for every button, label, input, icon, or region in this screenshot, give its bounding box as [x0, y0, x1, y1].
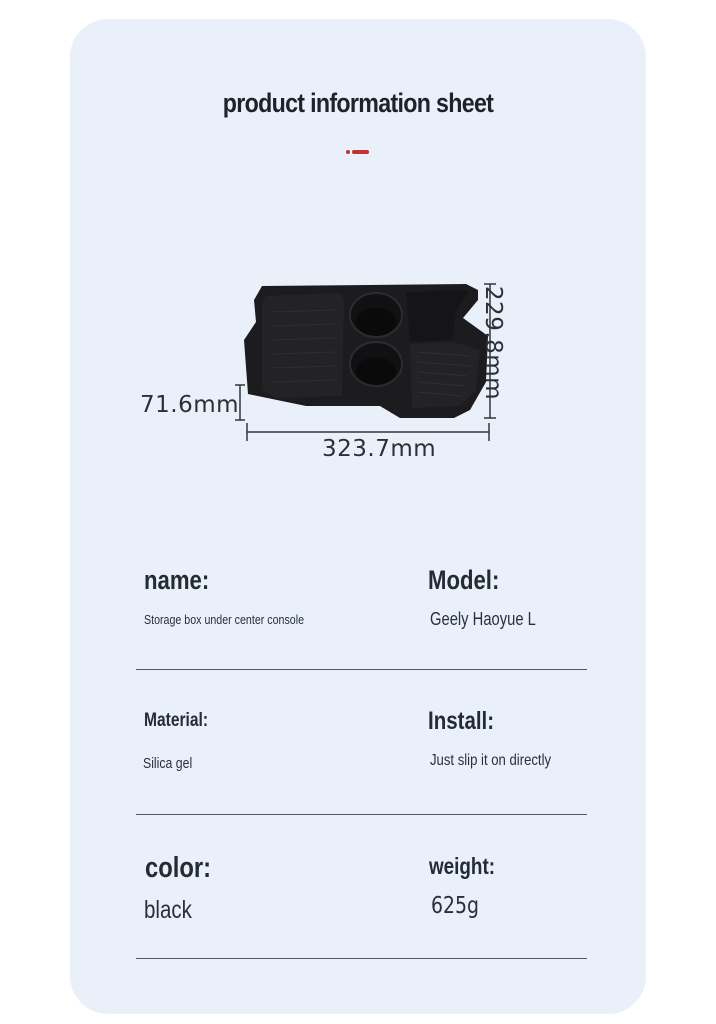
name-value: Storage box under center console: [144, 612, 305, 627]
height-label: 71.6mm: [140, 392, 240, 418]
weight-value: 625g: [431, 893, 479, 919]
color-value: black: [144, 896, 192, 924]
name-label: name:: [144, 565, 210, 595]
model-value: Geely Haoyue L: [430, 609, 536, 629]
model-label: Model:: [428, 565, 500, 595]
install-value: Just slip it on directly: [430, 752, 552, 769]
row-divider: [136, 669, 587, 670]
page-title: product information sheet: [222, 88, 494, 118]
length-label: 323.7mm: [322, 436, 437, 462]
install-label: Install:: [428, 707, 495, 735]
material-label: Material:: [144, 710, 209, 731]
row-divider: [136, 958, 587, 959]
material-value: Silica gel: [143, 755, 193, 772]
row-divider: [136, 814, 587, 815]
weight-label: weight:: [429, 853, 496, 879]
width-label: 229.8mm: [480, 285, 507, 401]
color-label: color:: [145, 852, 212, 884]
